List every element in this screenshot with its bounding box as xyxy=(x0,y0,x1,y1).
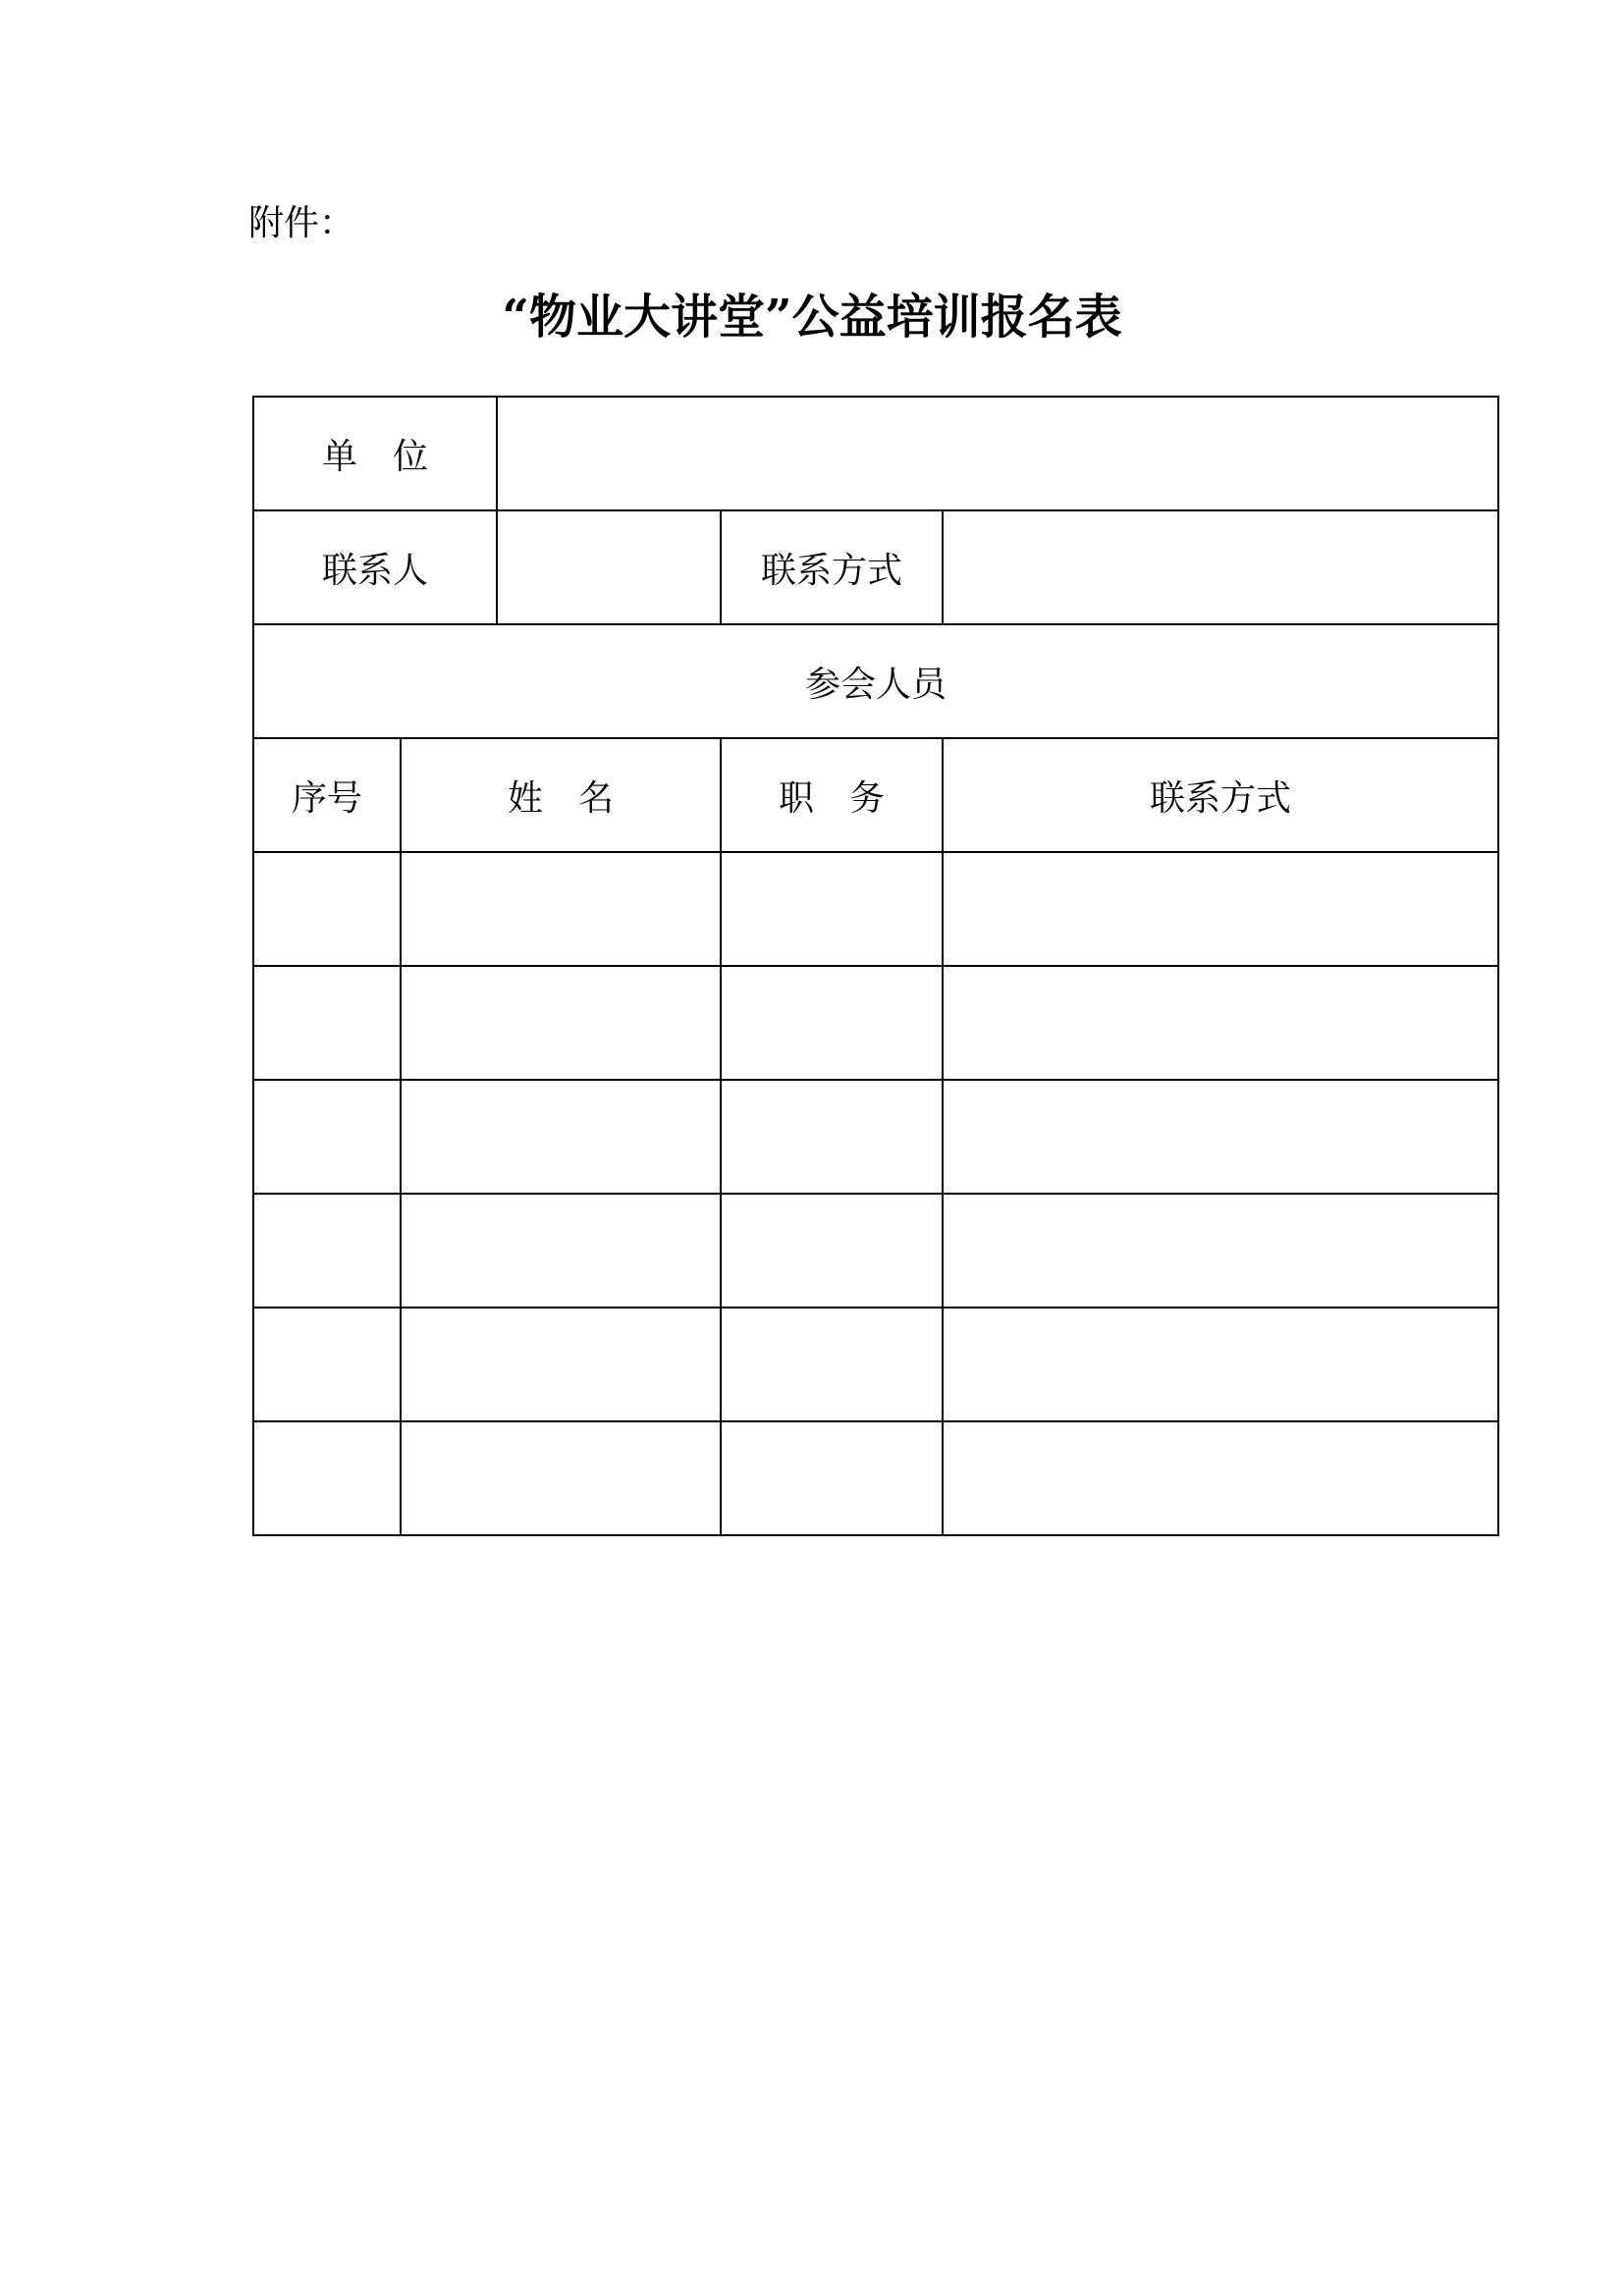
document-title: “物业大讲堂”公益培训报名表 xyxy=(502,290,1122,345)
table-row xyxy=(253,1308,1498,1421)
name-cell[interactable] xyxy=(401,966,721,1080)
unit-field[interactable] xyxy=(497,397,1498,510)
column-header-contact: 联系方式 xyxy=(943,738,1498,852)
contact-cell[interactable] xyxy=(943,1308,1498,1421)
attendees-header: 参会人员 xyxy=(253,624,1498,738)
seq-cell[interactable] xyxy=(253,1194,401,1308)
seq-cell[interactable] xyxy=(253,1421,401,1535)
attendees-column-headers xyxy=(253,738,1498,852)
position-cell[interactable] xyxy=(721,1080,943,1194)
unit-label: 单 位 xyxy=(253,397,497,510)
column-header-name: 姓 名 xyxy=(401,738,721,852)
column-header-seq: 序号 xyxy=(253,738,401,852)
table-row xyxy=(253,1421,1498,1535)
contact-person-field[interactable] xyxy=(497,510,721,624)
position-cell[interactable] xyxy=(721,852,943,966)
attachment-label: 附件： xyxy=(248,203,355,243)
contact-method-field[interactable] xyxy=(943,510,1498,624)
seq-cell[interactable] xyxy=(253,852,401,966)
position-cell[interactable] xyxy=(721,1421,943,1535)
table-row xyxy=(253,852,1498,966)
name-cell[interactable] xyxy=(401,1421,721,1535)
registration-form-table xyxy=(252,396,1499,1536)
seq-cell[interactable] xyxy=(253,1308,401,1421)
table-row xyxy=(253,1080,1498,1194)
contact-cell[interactable] xyxy=(943,1080,1498,1194)
contact-cell[interactable] xyxy=(943,966,1498,1080)
table-row xyxy=(253,1194,1498,1308)
contact-person-label: 联系人 xyxy=(253,510,497,624)
name-cell[interactable] xyxy=(401,1080,721,1194)
name-cell[interactable] xyxy=(401,852,721,966)
contact-cell[interactable] xyxy=(943,1421,1498,1535)
contact-row xyxy=(253,510,1498,624)
name-cell[interactable] xyxy=(401,1308,721,1421)
position-cell[interactable] xyxy=(721,1308,943,1421)
table-row xyxy=(253,966,1498,1080)
column-header-position: 职 务 xyxy=(721,738,943,852)
attendees-header-row xyxy=(253,624,1498,738)
unit-row xyxy=(253,397,1498,510)
position-cell[interactable] xyxy=(721,1194,943,1308)
contact-cell[interactable] xyxy=(943,1194,1498,1308)
name-cell[interactable] xyxy=(401,1194,721,1308)
seq-cell[interactable] xyxy=(253,966,401,1080)
contact-method-label: 联系方式 xyxy=(721,510,943,624)
contact-cell[interactable] xyxy=(943,852,1498,966)
seq-cell[interactable] xyxy=(253,1080,401,1194)
position-cell[interactable] xyxy=(721,966,943,1080)
